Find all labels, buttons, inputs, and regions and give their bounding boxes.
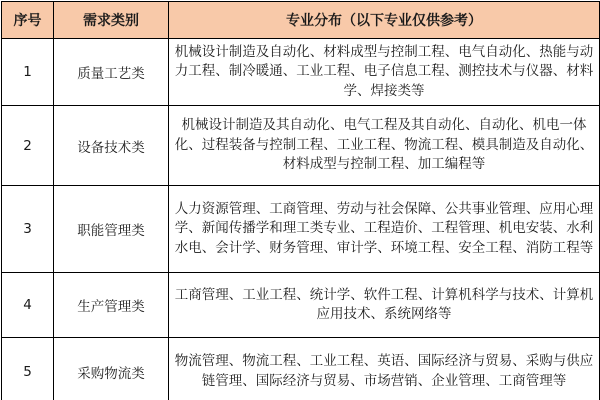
row-category: 生产管理类: [54, 273, 169, 338]
header-majors: 专业分布（以下专业仅供参考）: [169, 2, 600, 39]
row-index: 1: [2, 39, 54, 106]
row-category: 设备技术类: [54, 106, 169, 186]
row-index: 2: [2, 106, 54, 186]
table-row: [2, 39, 600, 106]
row-category: 职能管理类: [54, 186, 169, 273]
table-row: [2, 338, 600, 400]
requirements-table: [1, 1, 600, 400]
row-index: 4: [2, 273, 54, 338]
row-majors: 机械设计制造及自动化、材料成型与控制工程、电气自动化、热能与动力工程、制冷暖通、工业工程、电子信息工程、测控技术与仪器、材料学、焊接类等: [169, 39, 600, 106]
row-index: 5: [2, 338, 54, 400]
table-row: [2, 186, 600, 273]
row-majors: 机械设计制造及其自动化、电气工程及其自动化、自动化、机电一体化、过程装备与控制工程、工业工程、物流工程、模具制造及自动化、材料成型与控制工程、加工编程等: [169, 106, 600, 186]
row-majors: 工商管理、工业工程、统计学、软件工程、计算机科学与技术、计算机应用技术、系统网络等: [169, 273, 600, 338]
table-row: [2, 106, 600, 186]
row-category: 采购物流类: [54, 338, 169, 400]
table-row: [2, 273, 600, 338]
header-row: [2, 2, 600, 39]
row-majors: 物流管理、物流工程、工业工程、英语、国际经济与贸易、采购与供应链管理、国际经济与贸易、市场营销、企业管理、工商管理等: [169, 338, 600, 400]
row-index: 3: [2, 186, 54, 273]
row-majors: 人力资源管理、工商管理、劳动与社会保障、公共事业管理、应用心理学、新闻传播学和理工类专业、工程造价、工程管理、机电安装、水利水电、会计学、财务管理、审计学、环境工程、安全工程、消防工程等: [169, 186, 600, 273]
header-category: 需求类别: [54, 2, 169, 39]
header-index: 序号: [2, 2, 54, 39]
row-category: 质量工艺类: [54, 39, 169, 106]
